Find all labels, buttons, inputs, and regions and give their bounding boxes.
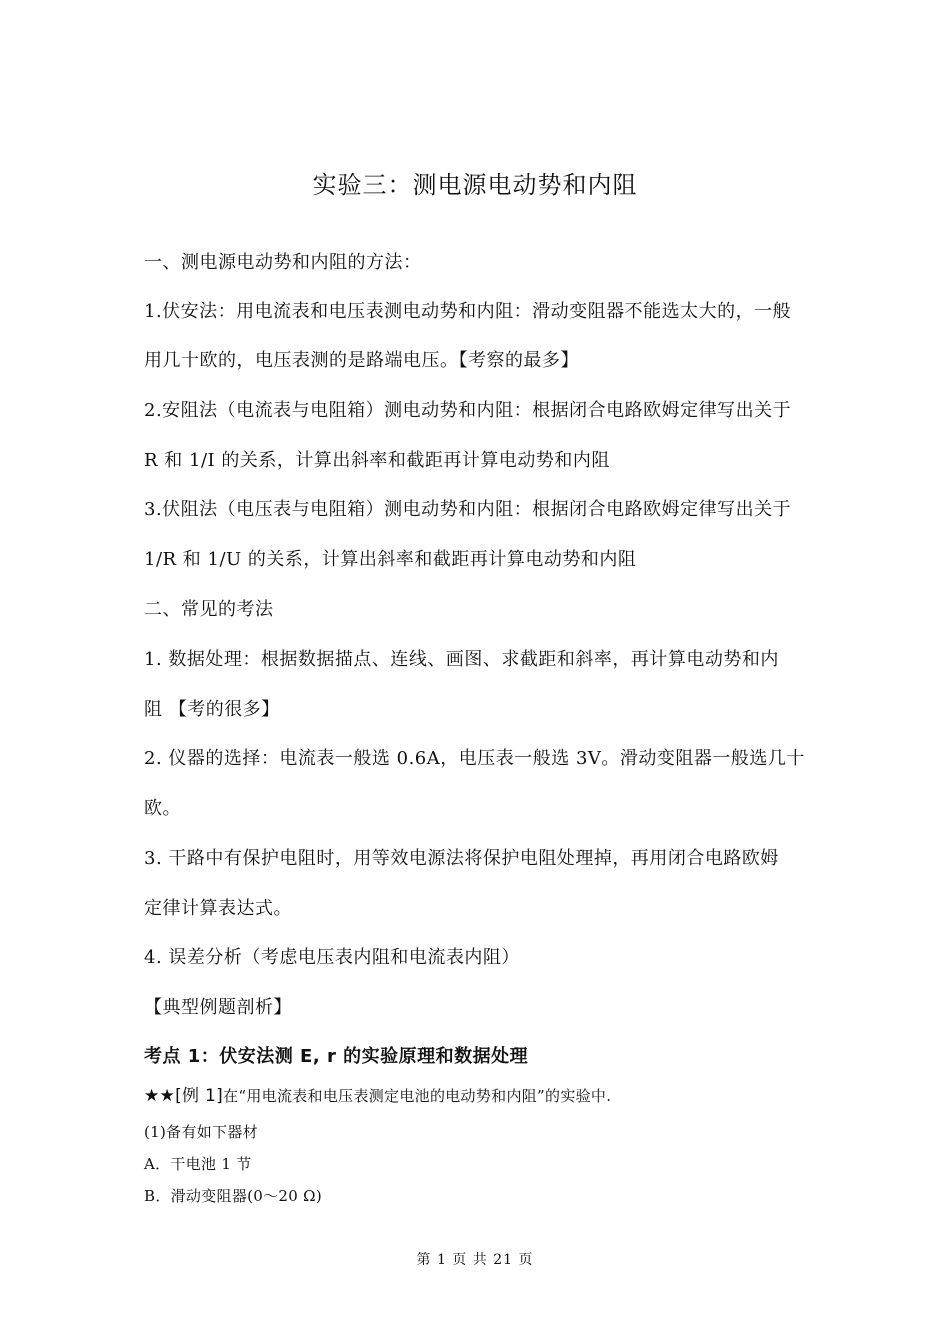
paragraph-line: R 和 1/I 的关系，计算出斜率和截距再计算电动势和内阻	[144, 450, 610, 471]
section-heading-examples: 【典型例题剖析】	[144, 997, 292, 1018]
section-heading-exam-types: 二、常见的考法	[144, 599, 274, 620]
paragraph-line: 2.安阻法（电流表与电阻箱）测电动势和内阻：根据闭合电路欧姆定律写出关于	[144, 400, 792, 421]
page-title: 实验三：测电源电动势和内阻	[312, 171, 638, 199]
star-rating-icon: ★★	[144, 1086, 176, 1106]
list-item: A．干电池 1 节	[144, 1155, 252, 1173]
paragraph-line: 3. 干路中有保护电阻时，用等效电源法将保护电阻处理掉，再用闭合电路欧姆	[144, 848, 779, 869]
paragraph-line: 阻 【考的很多】	[144, 699, 280, 720]
example-text: 在“用电流表和电压表测定电池的电动势和内阻”的实验中.	[223, 1087, 612, 1105]
list-item: B．滑动变阻器(0～20 Ω)	[144, 1187, 323, 1205]
paragraph-line: 定律计算表达式。	[144, 898, 292, 919]
page-footer: 第 1 页 共 21 页	[416, 1252, 534, 1268]
example-tag: [例 1]	[175, 1086, 224, 1106]
paragraph-line: 2. 仪器的选择：电流表一般选 0.6A，电压表一般选 3V。滑动变阻器一般选几十	[144, 748, 805, 769]
paragraph-line: 4. 误差分析（考虑电压表内阻和电流表内阻）	[144, 947, 520, 968]
list-item: (1)备有如下器材	[144, 1123, 258, 1141]
paragraph-line: 1. 数据处理：根据数据描点、连线、画图、求截距和斜率，再计算电动势和内	[144, 649, 779, 670]
example-line	[144, 1085, 814, 1107]
paragraph-line: 用几十欧的，电压表测的是路端电压。【考察的最多】	[144, 350, 579, 371]
topic-heading: 考点 1：伏安法测 E, r 的实验原理和数据处理	[144, 1046, 529, 1067]
paragraph-line: 1/R 和 1/U 的关系，计算出斜率和截距再计算电动势和内阻	[144, 549, 637, 570]
paragraph-line: 3.伏阻法（电压表与电阻箱）测电动势和内阻：根据闭合电路欧姆定律写出关于	[144, 499, 792, 520]
paragraph-line: 欧。	[144, 798, 181, 819]
section-heading-methods: 一、测电源电动势和内阻的方法：	[144, 252, 422, 273]
paragraph-line: 1.伏安法：用电流表和电压表测电动势和内阻：滑动变阻器不能选太大的，一般	[144, 301, 792, 322]
